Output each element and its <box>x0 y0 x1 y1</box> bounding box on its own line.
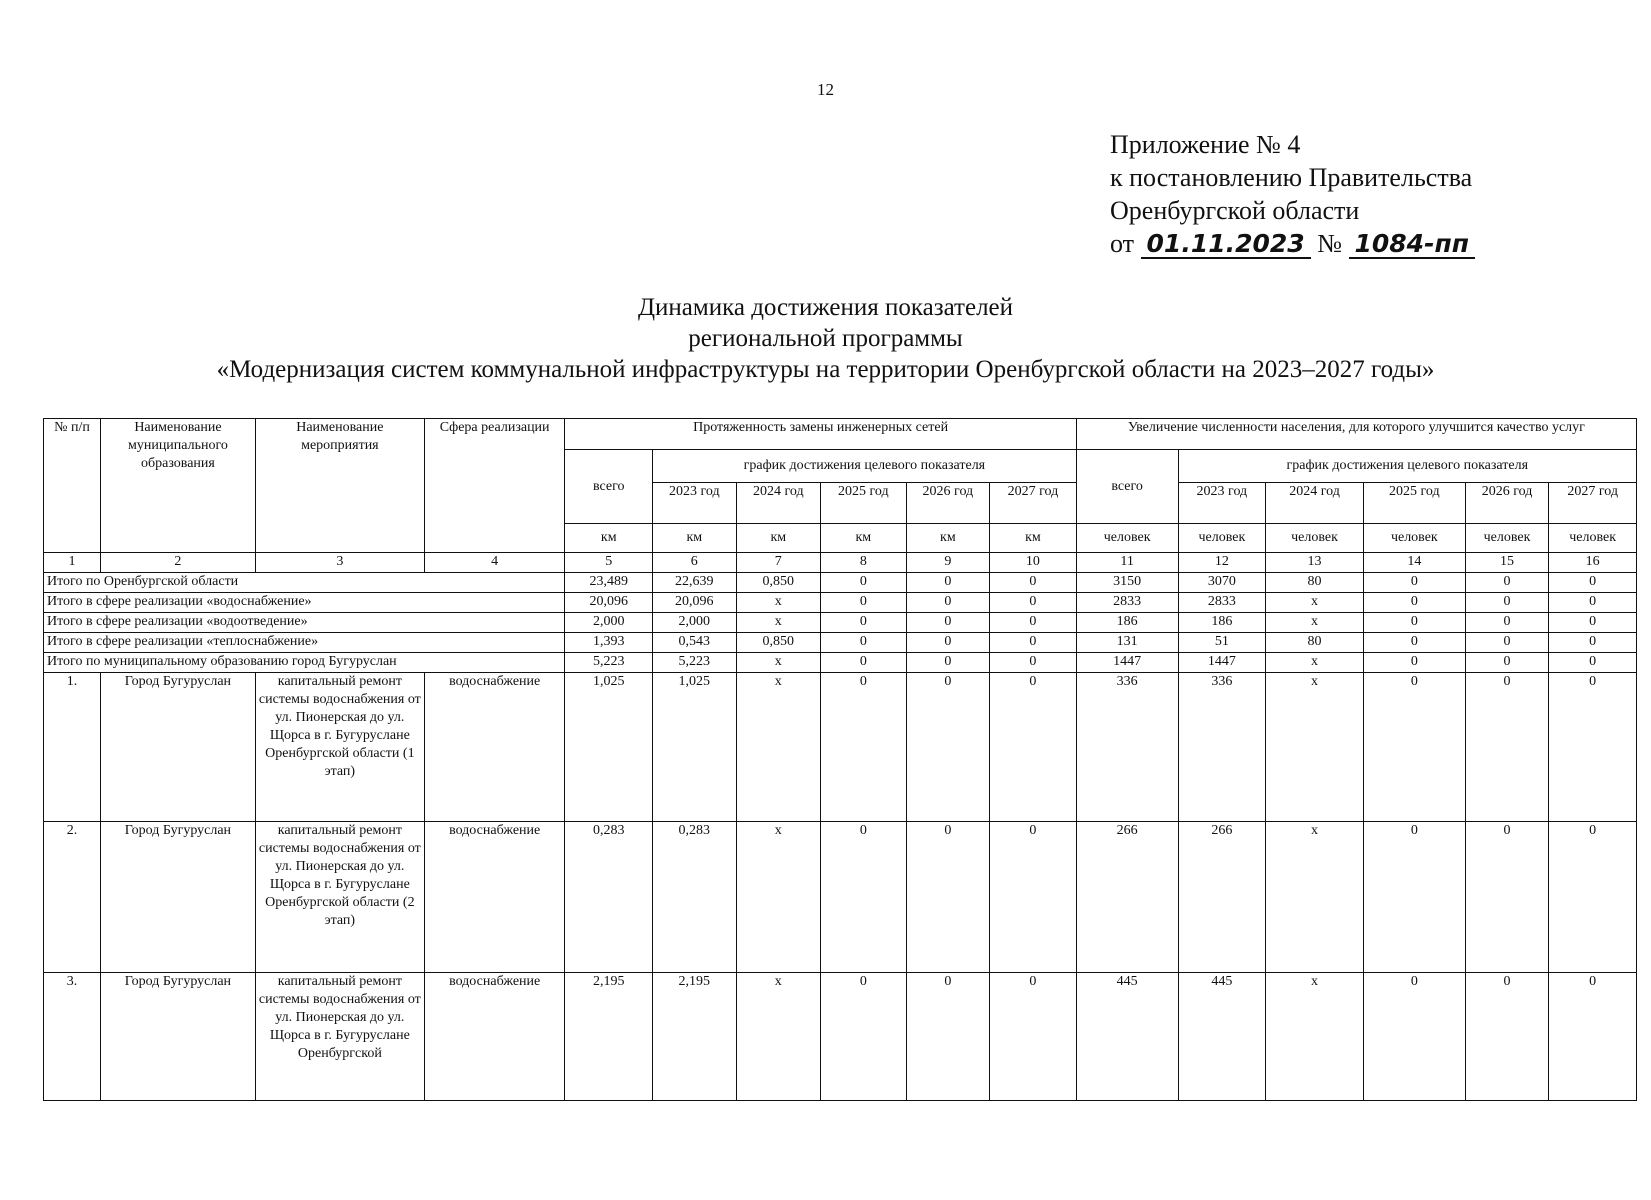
header-population-2026: 2026 год <box>1465 483 1549 524</box>
summary-value: х <box>1266 593 1364 613</box>
title-line-2: региональной программы <box>688 325 963 352</box>
row-municipality: Город Бугуруслан <box>101 822 256 973</box>
row-value: х <box>1266 973 1364 1101</box>
row-value: 0 <box>821 673 907 822</box>
summary-value: 0 <box>1549 613 1637 633</box>
row-value: 0,283 <box>565 822 653 973</box>
row-value: 1,025 <box>653 673 737 822</box>
table-row <box>44 673 1637 822</box>
summary-row <box>44 573 1637 593</box>
header-population-2025: 2025 год <box>1363 483 1465 524</box>
appendix-line-3: Оренбургской области <box>1110 196 1360 225</box>
row-value: 266 <box>1178 822 1266 973</box>
column-number: 11 <box>1076 553 1178 573</box>
row-value: 2,195 <box>653 973 737 1101</box>
unit-people: человек <box>1549 524 1637 553</box>
table-row <box>44 822 1637 973</box>
summary-value: х <box>736 613 821 633</box>
summary-value: 3070 <box>1178 573 1266 593</box>
header-length-2027: 2027 год <box>990 483 1077 524</box>
summary-label: Итого в сфере реализации «водоснабжение» <box>44 593 565 613</box>
row-value: 445 <box>1178 973 1266 1101</box>
header-sphere: Сфера реализации <box>424 419 565 553</box>
summary-value: 1447 <box>1076 653 1178 673</box>
column-number: 2 <box>101 553 256 573</box>
row-value: 0 <box>1549 673 1637 822</box>
row-value: 2,195 <box>565 973 653 1101</box>
summary-value: 3150 <box>1076 573 1178 593</box>
appendix-line-2: к постановлению Правительства <box>1110 163 1473 192</box>
row-sphere: водоснабжение <box>424 673 565 822</box>
column-number: 1 <box>44 553 101 573</box>
summary-row <box>44 593 1637 613</box>
summary-value: 0 <box>821 573 907 593</box>
handwritten-number: 1084-пп <box>1349 231 1476 259</box>
column-number: 10 <box>990 553 1077 573</box>
summary-value: х <box>1266 613 1364 633</box>
summary-row <box>44 653 1637 673</box>
row-event: капитальный ремонт системы водоснабжения от ул. Пионерская до ул. Щорса в г. Бугуруслане Оренбургской области (2 этап) <box>255 822 424 973</box>
summary-value: 23,489 <box>565 573 653 593</box>
summary-value: 0 <box>821 593 907 613</box>
column-number-row <box>44 553 1637 573</box>
row-value: 1,025 <box>565 673 653 822</box>
summary-value: 2,000 <box>565 613 653 633</box>
summary-label: Итого по Оренбургской области <box>44 573 565 593</box>
summary-value: х <box>736 653 821 673</box>
summary-value: 5,223 <box>565 653 653 673</box>
date-prefix: от <box>1110 229 1135 258</box>
row-value: 0 <box>906 822 990 973</box>
handwritten-date: 01.11.2023 <box>1141 231 1311 259</box>
summary-value: 2833 <box>1178 593 1266 613</box>
summary-value: 0 <box>906 573 990 593</box>
row-event: капитальный ремонт системы водоснабжения от ул. Пионерская до ул. Щорса в г. Бугуруслане Оренбургской области (1 этап) <box>255 673 424 822</box>
row-value: 0 <box>906 973 990 1101</box>
header-row-1 <box>44 419 1637 450</box>
header-population-2027: 2027 год <box>1549 483 1637 524</box>
header-length-group: Протяженность замены инженерных сетей <box>565 419 1076 450</box>
column-number: 6 <box>653 553 737 573</box>
row-value: 266 <box>1076 822 1178 973</box>
appendix-line-1: Приложение № 4 <box>1110 130 1301 159</box>
summary-value: 186 <box>1076 613 1178 633</box>
summary-row <box>44 633 1637 653</box>
header-length-total: всего <box>565 450 653 524</box>
summary-value: 0 <box>990 633 1077 653</box>
summary-value: 22,639 <box>653 573 737 593</box>
unit-km: км <box>565 524 653 553</box>
unit-km: км <box>653 524 737 553</box>
row-value: 336 <box>1076 673 1178 822</box>
document-title <box>0 292 1651 385</box>
indicators-table-wrapper <box>43 418 1637 1101</box>
column-number: 8 <box>821 553 907 573</box>
summary-value: 80 <box>1266 573 1364 593</box>
row-number: 3. <box>44 973 101 1101</box>
row-value: 0 <box>1363 973 1465 1101</box>
summary-value: 0 <box>1549 573 1637 593</box>
summary-row <box>44 613 1637 633</box>
table-body <box>44 419 1637 1101</box>
row-value: 0 <box>1465 673 1549 822</box>
row-event: капитальный ремонт системы водоснабжения от ул. Пионерская до ул. Щорса в г. Бугуруслане Оренбургской <box>255 973 424 1101</box>
unit-people: человек <box>1266 524 1364 553</box>
row-value: 0 <box>1363 822 1465 973</box>
header-population-group: Увеличение численности населения, для которого улучшится качество услуг <box>1076 419 1636 450</box>
summary-value: х <box>736 593 821 613</box>
summary-value: 0 <box>1465 633 1549 653</box>
row-value: 0 <box>821 973 907 1101</box>
header-event: Наименование мероприятия <box>255 419 424 553</box>
row-value: х <box>736 673 821 822</box>
unit-km: км <box>906 524 990 553</box>
summary-value: 0 <box>990 573 1077 593</box>
column-number: 7 <box>736 553 821 573</box>
summary-value: 0 <box>990 653 1077 673</box>
summary-value: 0 <box>906 633 990 653</box>
indicators-table <box>43 418 1637 1101</box>
header-length-2025: 2025 год <box>821 483 907 524</box>
row-value: х <box>1266 822 1364 973</box>
row-value: 336 <box>1178 673 1266 822</box>
unit-km: км <box>990 524 1077 553</box>
row-value: х <box>736 822 821 973</box>
row-municipality: Город Бугуруслан <box>101 673 256 822</box>
row-value: 0 <box>990 822 1077 973</box>
unit-people: человек <box>1178 524 1266 553</box>
row-sphere: водоснабжение <box>424 822 565 973</box>
summary-value: 0 <box>1363 653 1465 673</box>
row-number: 2. <box>44 822 101 973</box>
summary-value: 0 <box>1549 593 1637 613</box>
summary-value: 186 <box>1178 613 1266 633</box>
header-municipality: Наименование муниципального образования <box>101 419 256 553</box>
header-population-schedule: график достижения целевого показателя <box>1178 450 1636 483</box>
summary-value: 0,850 <box>736 573 821 593</box>
column-number: 16 <box>1549 553 1637 573</box>
summary-value: 0 <box>1465 653 1549 673</box>
row-value: 0 <box>1549 973 1637 1101</box>
unit-people: человек <box>1363 524 1465 553</box>
row-number: 1. <box>44 673 101 822</box>
unit-people: человек <box>1076 524 1178 553</box>
header-length-2024: 2024 год <box>736 483 821 524</box>
summary-value: 131 <box>1076 633 1178 653</box>
row-municipality: Город Бугуруслан <box>101 973 256 1101</box>
summary-value: 0 <box>906 613 990 633</box>
row-value: 0 <box>990 673 1077 822</box>
summary-label: Итого в сфере реализации «водоотведение» <box>44 613 565 633</box>
row-value: 0 <box>906 673 990 822</box>
title-line-3: «Модернизация систем коммунальной инфраструктуры на территории Оренбургской области на 2023–2027 годы» <box>216 356 1435 383</box>
column-number: 5 <box>565 553 653 573</box>
number-prefix: № <box>1317 229 1342 258</box>
row-value: 445 <box>1076 973 1178 1101</box>
appendix-block <box>1110 128 1475 260</box>
column-number: 13 <box>1266 553 1364 573</box>
summary-value: 0 <box>821 633 907 653</box>
summary-value: 0,850 <box>736 633 821 653</box>
summary-value: 0 <box>1549 633 1637 653</box>
summary-value: 0 <box>821 613 907 633</box>
summary-label: Итого по муниципальному образованию город Бугуруслан <box>44 653 565 673</box>
summary-value: х <box>1266 653 1364 673</box>
summary-value: 0 <box>1363 613 1465 633</box>
unit-km: км <box>821 524 907 553</box>
summary-value: 5,223 <box>653 653 737 673</box>
header-length-schedule: график достижения целевого показателя <box>653 450 1077 483</box>
summary-value: 0 <box>990 593 1077 613</box>
row-value: 0 <box>821 822 907 973</box>
header-num: № п/п <box>44 419 101 553</box>
row-value: х <box>1266 673 1364 822</box>
row-value: 0 <box>1465 822 1549 973</box>
summary-value: 0 <box>821 653 907 673</box>
summary-value: 20,096 <box>565 593 653 613</box>
summary-value: 0 <box>1549 653 1637 673</box>
table-row <box>44 973 1637 1101</box>
summary-value: 51 <box>1178 633 1266 653</box>
header-length-2023: 2023 год <box>653 483 737 524</box>
summary-value: 0 <box>1465 593 1549 613</box>
summary-value: 20,096 <box>653 593 737 613</box>
title-line-1: Динамика достижения показателей <box>637 294 1014 321</box>
row-value: х <box>736 973 821 1101</box>
column-number: 12 <box>1178 553 1266 573</box>
summary-value: 0 <box>1465 573 1549 593</box>
summary-value: 1,393 <box>565 633 653 653</box>
summary-value: 0 <box>1465 613 1549 633</box>
column-number: 3 <box>255 553 424 573</box>
page-number: 12 <box>817 80 834 99</box>
row-sphere: водоснабжение <box>424 973 565 1101</box>
summary-value: 0 <box>906 653 990 673</box>
unit-people: человек <box>1465 524 1549 553</box>
column-number: 4 <box>424 553 565 573</box>
appendix-line-4 <box>1110 227 1475 260</box>
header-length-2026: 2026 год <box>906 483 990 524</box>
summary-value: 0 <box>990 613 1077 633</box>
row-value: 0 <box>1465 973 1549 1101</box>
header-population-total: всего <box>1076 450 1178 524</box>
header-population-2024: 2024 год <box>1266 483 1364 524</box>
summary-label: Итого в сфере реализации «теплоснабжение» <box>44 633 565 653</box>
header-population-2023: 2023 год <box>1178 483 1266 524</box>
column-number: 9 <box>906 553 990 573</box>
summary-value: 2833 <box>1076 593 1178 613</box>
row-value: 0,283 <box>653 822 737 973</box>
column-number: 14 <box>1363 553 1465 573</box>
unit-km: км <box>736 524 821 553</box>
summary-value: 2,000 <box>653 613 737 633</box>
summary-value: 0 <box>1363 573 1465 593</box>
row-value: 0 <box>1549 822 1637 973</box>
summary-value: 0 <box>906 593 990 613</box>
row-value: 0 <box>1363 673 1465 822</box>
summary-value: 1447 <box>1178 653 1266 673</box>
summary-value: 80 <box>1266 633 1364 653</box>
summary-value: 0 <box>1363 633 1465 653</box>
row-value: 0 <box>990 973 1077 1101</box>
summary-value: 0,543 <box>653 633 737 653</box>
summary-value: 0 <box>1363 593 1465 613</box>
column-number: 15 <box>1465 553 1549 573</box>
